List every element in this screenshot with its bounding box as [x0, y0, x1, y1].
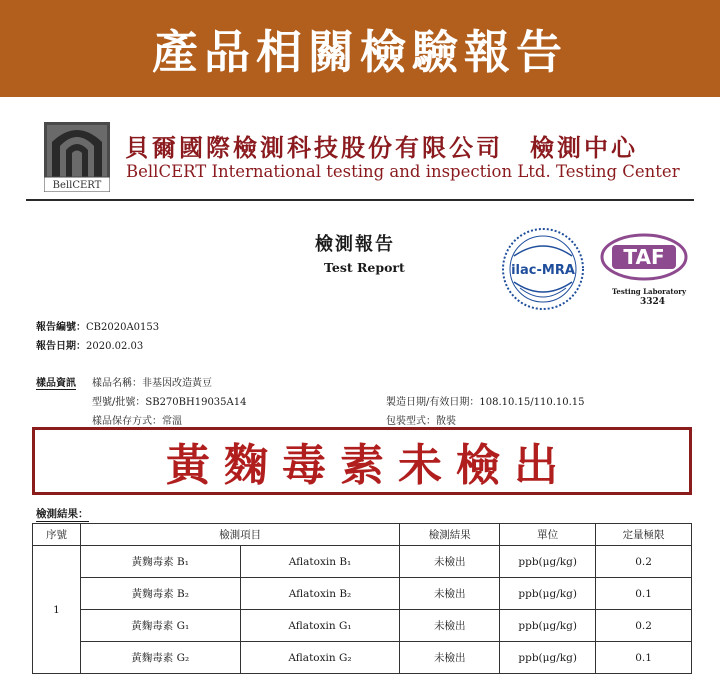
- report-title-cn: 檢測報告: [315, 234, 395, 255]
- unit-cell: ppb(μg/kg): [500, 642, 596, 674]
- item-en-cell: Aflatoxin B₁: [240, 546, 400, 578]
- table-row: [33, 610, 692, 642]
- report-date-value: 2020.02.03: [86, 341, 144, 352]
- table-header-row: [33, 524, 692, 546]
- sample-mfg-date: 製造日期/有效日期：108.10.15/110.10.15: [386, 397, 585, 408]
- bellcert-logo: [44, 122, 110, 192]
- taf-subtitle: Testing Laboratory: [612, 287, 687, 296]
- table-row: [33, 578, 692, 610]
- table-row: [33, 642, 692, 674]
- report-date: [36, 337, 143, 352]
- sample-storage: 樣品保存方式：常溫: [92, 416, 182, 427]
- sample-info-tag: 樣品資訊: [36, 374, 76, 390]
- result-cell: 未檢出: [400, 610, 500, 642]
- header-divider: [26, 199, 694, 201]
- logo-text: BellCERT: [52, 180, 102, 191]
- loq-cell: 0.2: [596, 610, 692, 642]
- result-cell: 未檢出: [400, 546, 500, 578]
- item-cn-cell: 黃麴毒素 B₁: [80, 546, 240, 578]
- item-cn-cell: 黃麴毒素 G₁: [80, 610, 240, 642]
- taf-logo-text: TAF: [623, 245, 665, 269]
- company-name-en: BellCERT International testing and inspection Ltd. Testing Center: [126, 162, 680, 181]
- sample-packaging: 包裝型式：散裝: [386, 416, 456, 427]
- page-banner: [0, 0, 720, 97]
- result-cell: 未檢出: [400, 642, 500, 674]
- item-en-cell: Aflatoxin G₁: [240, 610, 400, 642]
- item-cn-cell: 黃麴毒素 B₂: [80, 578, 240, 610]
- header-result: 檢測結果: [400, 524, 500, 546]
- loq-cell: 0.1: [596, 642, 692, 674]
- loq-cell: 0.1: [596, 578, 692, 610]
- unit-cell: ppb(μg/kg): [500, 610, 596, 642]
- header-unit: 單位: [500, 524, 596, 546]
- report-number-value: CB2020A0153: [86, 322, 160, 333]
- ilac-logo-text: ilac-MRA: [511, 263, 575, 278]
- unit-cell: ppb(μg/kg): [500, 546, 596, 578]
- seq-cell: 1: [33, 546, 81, 674]
- item-en-cell: Aflatoxin G₂: [240, 642, 400, 674]
- report-number: [36, 318, 159, 333]
- results-table: [32, 523, 692, 674]
- sample-model: 型號/批號：SB270BH19035A14: [92, 397, 247, 408]
- header-seq: 序號: [33, 524, 81, 546]
- ilac-mra-logo: [500, 226, 586, 312]
- company-name-cn: 貝爾國際檢測科技股份有限公司 檢測中心: [125, 133, 638, 162]
- results-label: 檢測結果：: [36, 508, 89, 520]
- unit-cell: ppb(μg/kg): [500, 578, 596, 610]
- result-banner-text: 黃麴毒素未檢出: [166, 440, 572, 491]
- taf-number: 3324: [640, 297, 666, 307]
- result-cell: 未檢出: [400, 578, 500, 610]
- result-banner: [32, 427, 692, 495]
- loq-cell: 0.2: [596, 546, 692, 578]
- report-title-en: Test Report: [324, 260, 405, 275]
- sample-name: 樣品名稱：非基因改造黃豆: [92, 378, 212, 389]
- header-item: 檢測項目: [80, 524, 399, 546]
- item-cn-cell: 黃麴毒素 G₂: [80, 642, 240, 674]
- header-loq: 定量極限: [596, 524, 692, 546]
- report-date-label: 報告日期：: [36, 341, 86, 352]
- taf-logo: [600, 232, 688, 282]
- table-row: [33, 546, 692, 578]
- report-number-label: 報告編號：: [36, 322, 86, 333]
- item-en-cell: Aflatoxin B₂: [240, 578, 400, 610]
- banner-title: 產品相關檢驗報告: [152, 24, 568, 79]
